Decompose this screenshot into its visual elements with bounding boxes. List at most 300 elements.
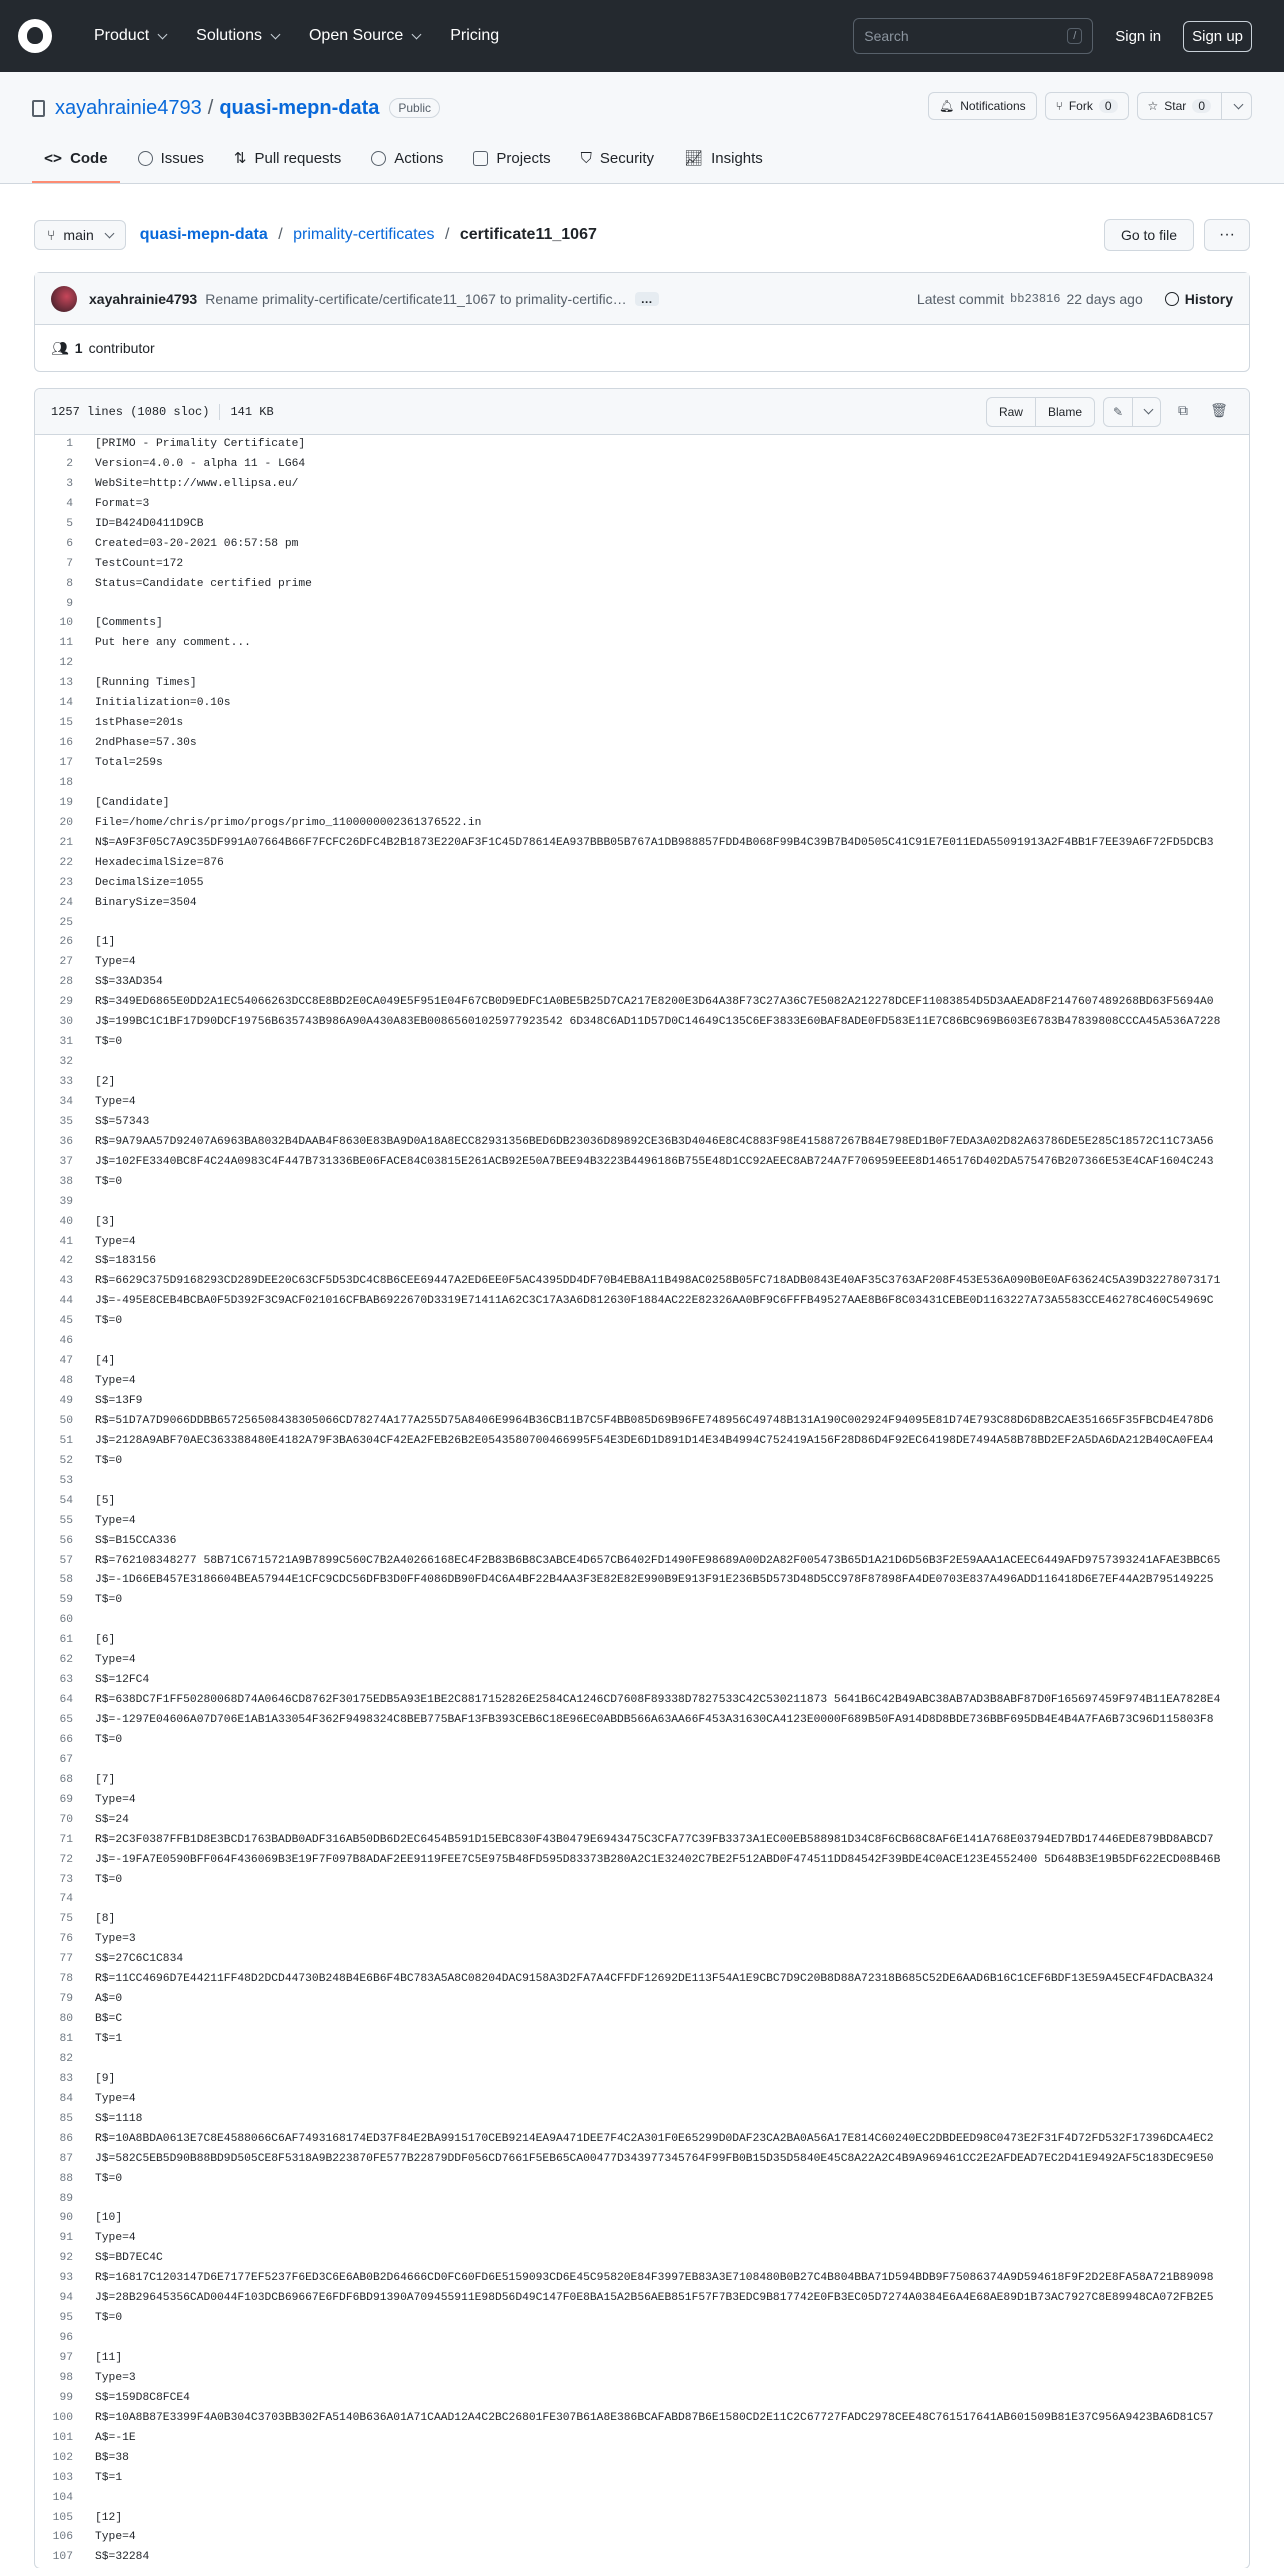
line-number[interactable]: 96	[59, 2332, 73, 2345]
code-line	[35, 575, 1249, 595]
code-line	[35, 2229, 1249, 2249]
line-number[interactable]: 37	[59, 1155, 73, 1168]
line-number[interactable]: 4	[66, 497, 73, 510]
code-line	[35, 1073, 1249, 1093]
code-icon: <>	[44, 149, 63, 167]
code-line	[35, 2190, 1249, 2210]
search-input[interactable]: Search /	[853, 18, 1093, 54]
latest-commit-box: xayahrainie4793 Rename primality-certificate/certificate11_1067 to primality-certific… … Latest commit bb23816 22 days ago History 👥︎ 1 contributor	[34, 272, 1250, 372]
line-text: T$=0	[95, 1873, 123, 1886]
code-line	[35, 1651, 1249, 1671]
repo-owner-link[interactable]: xayahrainie4793	[55, 96, 202, 119]
line-text: 2ndPhase=57.30s	[95, 737, 197, 750]
line-number[interactable]: 46	[59, 1335, 73, 1348]
code-line	[35, 1871, 1249, 1891]
line-number[interactable]: 100	[52, 2411, 73, 2424]
line-text: [5]	[95, 1494, 116, 1507]
line-text: N$=A9F3F05C7A9C35DF991A07664B66F7FCFC26DFC4B2B1873E220AF3F1C45D78614EA937BBB05B767A1DB988857FDD4B068F99B4C39B7B4D0505C41C91E7E011EDA55091913A2F4BB1F7EE39A6F72FD5DCB3	[95, 836, 1214, 849]
line-text: J$=-19FA7E0590BFF064F436069B3E19F7F097B8ADAF2EE9119FEE7C5E975B48FD595D83373B280A2C1E32402C7BE2F512ABD0F474511DD84542F39BDE4C0ACE123E4552400 5D648B3E19B5DF622ECD08B46B	[95, 1853, 1221, 1866]
line-text: T$=0	[95, 1175, 123, 1188]
code-line	[35, 1312, 1249, 1332]
star-button[interactable]: ☆ Star 0	[1137, 92, 1222, 120]
code-line	[35, 1492, 1249, 1512]
line-number[interactable]: 55	[59, 1514, 73, 1527]
line-number[interactable]: 8	[66, 577, 73, 590]
code-line	[35, 2528, 1249, 2548]
line-text: Type=4	[95, 1095, 136, 1108]
line-number[interactable]: 28	[59, 976, 73, 989]
line-text: R$=9A79AA57D92407A6963BA8032B4DAAB4F8630E83BA9D0A18A8ECC82931356BED6DB23036D89892CE36B3D4046E8C4C883F98E415887267B84E798ED1B0F7EDA3A02D82A63786DE5E285C18572C11C73A56	[95, 1135, 1214, 1148]
go-to-file-button[interactable]: Go to file	[1104, 219, 1194, 251]
code-line	[35, 1970, 1249, 1990]
line-number[interactable]: 59	[59, 1594, 73, 1607]
code-line	[35, 535, 1249, 555]
line-number[interactable]: 57	[59, 1554, 73, 1567]
line-number[interactable]: 53	[59, 1474, 73, 1487]
commit-sha[interactable]: bb23816	[1010, 291, 1061, 306]
line-text: Type=4	[95, 2092, 136, 2105]
chevron-down-icon	[412, 29, 422, 39]
line-number[interactable]: 35	[59, 1115, 73, 1128]
star-dropdown-button[interactable]	[1222, 92, 1252, 120]
line-text: Type=3	[95, 1933, 136, 1946]
code-line	[35, 1611, 1249, 1631]
code-line	[35, 1053, 1249, 1073]
tab-actions[interactable]: Actions	[359, 135, 455, 183]
code-line	[35, 2150, 1249, 2170]
line-number[interactable]: 22	[59, 856, 73, 869]
line-number[interactable]: 26	[59, 936, 73, 949]
line-number[interactable]: 52	[59, 1454, 73, 1467]
line-number[interactable]: 95	[59, 2312, 73, 2325]
commit-message[interactable]: Rename primality-certificate/certificate11_1067 to primality-certific…	[205, 290, 627, 307]
line-number[interactable]: 102	[52, 2451, 73, 2464]
raw-button[interactable]: Raw	[998, 404, 1023, 419]
line-text: Version=4.0.0 - alpha 11 - LG64	[95, 457, 306, 470]
line-number[interactable]: 64	[59, 1694, 73, 1707]
line-number[interactable]: 82	[59, 2052, 73, 2065]
line-text: Type=4	[95, 956, 136, 969]
line-number[interactable]: 71	[59, 1833, 73, 1846]
expand-commit-button[interactable]: …	[635, 292, 659, 306]
fork-count: 0	[1099, 99, 1118, 113]
line-text: T$=0	[95, 1733, 123, 1746]
code-line	[35, 674, 1249, 694]
line-text: T$=0	[95, 1454, 123, 1467]
line-text: R$=762108348277 58B71C6715721A9B7899C560C7B2A40266168EC4F2B83B6B8C3ABCE4D657CB6402FD1490FE98689A00D2A82F005473B65D1A21D6D56B3F2E59AAA1ACEEC6449AFD9757393241AFAE3BBC65	[95, 1554, 1221, 1567]
code-line	[35, 2130, 1249, 2150]
line-number[interactable]: 30	[59, 1016, 73, 1029]
code-line	[35, 1113, 1249, 1133]
tab-code[interactable]: <> Code	[32, 135, 120, 183]
code-line	[35, 1751, 1249, 1771]
line-number[interactable]: 88	[59, 2172, 73, 2185]
tab-security[interactable]: ⛉ Security	[580, 149, 655, 167]
code-line	[35, 2090, 1249, 2110]
line-number[interactable]: 24	[59, 896, 73, 909]
line-number[interactable]: 106	[52, 2531, 73, 2544]
line-number[interactable]: 3	[66, 477, 73, 490]
breadcrumb-dir[interactable]: primality-certificates	[293, 226, 435, 243]
code-line	[35, 1671, 1249, 1691]
line-text: Type=3	[95, 2371, 136, 2384]
line-text: S$=BD7EC4C	[95, 2252, 163, 2265]
line-text: [10]	[95, 2212, 123, 2225]
line-text	[83, 1053, 95, 1073]
code-line	[35, 774, 1249, 794]
code-line	[35, 1691, 1249, 1711]
line-text: TestCount=172	[95, 557, 184, 570]
code-line	[35, 1133, 1249, 1153]
code-line	[35, 1990, 1249, 2010]
chevron-down-icon	[158, 29, 168, 39]
file-navigation	[34, 206, 1250, 264]
code-line	[35, 2469, 1249, 2489]
code-line	[35, 1711, 1249, 1731]
line-number[interactable]: 18	[59, 776, 73, 789]
nav-product[interactable]: Product	[94, 27, 166, 45]
code-line	[35, 2449, 1249, 2469]
code-line	[35, 2548, 1249, 2568]
code-line	[35, 1452, 1249, 1472]
fork-button[interactable]: ⑂ Fork 0	[1045, 92, 1129, 120]
line-number[interactable]: 66	[59, 1733, 73, 1746]
line-number[interactable]: 34	[59, 1095, 73, 1108]
code-line	[35, 2389, 1249, 2409]
line-number[interactable]: 54	[59, 1494, 73, 1507]
line-number[interactable]: 14	[59, 697, 73, 710]
line-number[interactable]: 43	[59, 1275, 73, 1288]
line-number[interactable]: 94	[59, 2292, 73, 2305]
code-line	[35, 734, 1249, 754]
line-text: R$=349ED6865E0DD2A1EC54066263DCC8E8BD2E0CA049E5F951E04F67CB0D9EDFC1A0BE5B25D7CA217E8200E3D64A38F73C27A36C7E5082A212278DCEF11083854D5D3AAEAD8F2147607489268BD63F5694A0	[95, 996, 1214, 1009]
code-line	[35, 2309, 1249, 2329]
line-text: T$=0	[95, 1315, 123, 1328]
code-line	[35, 2509, 1249, 2529]
line-number[interactable]: 58	[59, 1574, 73, 1587]
line-text	[83, 2050, 95, 2070]
fork-icon: ⑂	[1055, 99, 1063, 113]
code-line	[35, 2269, 1249, 2289]
line-number[interactable]: 81	[59, 2033, 73, 2045]
code-line	[35, 1013, 1249, 1033]
repo-name-link[interactable]: quasi-mepn-data	[219, 96, 380, 119]
line-text	[83, 2329, 95, 2349]
line-number[interactable]: 75	[59, 1913, 73, 1926]
breadcrumb-file: certificate11_1067	[459, 226, 597, 243]
line-number[interactable]: 48	[59, 1375, 73, 1388]
line-number[interactable]: 74	[59, 1893, 73, 1906]
more-options-button[interactable]: ···	[1204, 219, 1250, 251]
code-view	[35, 435, 1249, 2568]
code-line	[35, 634, 1249, 654]
line-number[interactable]: 69	[59, 1793, 73, 1806]
code-line	[35, 475, 1249, 495]
line-number[interactable]: 13	[59, 677, 73, 690]
code-line	[35, 1213, 1249, 1233]
line-number[interactable]: 83	[59, 2072, 73, 2085]
edit-pencil-icon[interactable]: ✎	[1112, 404, 1124, 419]
code-line	[35, 2489, 1249, 2509]
line-number[interactable]: 7	[66, 557, 73, 570]
line-number[interactable]: 44	[59, 1295, 73, 1308]
line-number[interactable]: 76	[59, 1933, 73, 1946]
line-number[interactable]: 10	[59, 617, 73, 630]
line-text: R$=6629C375D9168293CD289DEE20C63CF5D53DC4C8B6CEE69447A2ED6EE0F5AC4395DD4DF70B4EB8A11B498AC0258B05FC718ADB0843E40AF35C3763AF208F453E536A090B0E0AF63624C5A39D32278073171	[95, 1275, 1221, 1288]
line-number[interactable]: 86	[59, 2132, 73, 2145]
code-line	[35, 933, 1249, 953]
sign-in-link[interactable]: Sign in	[1115, 27, 1162, 45]
line-text: 1stPhase=201s	[95, 717, 184, 730]
line-number[interactable]: 56	[59, 1534, 73, 1547]
history-button[interactable]: History	[1165, 291, 1233, 307]
line-number[interactable]: 62	[59, 1654, 73, 1667]
global-header	[0, 0, 1284, 72]
line-text: [9]	[95, 2072, 116, 2085]
line-number[interactable]: 68	[59, 1773, 73, 1786]
sign-up-button[interactable]: Sign up	[1183, 21, 1252, 52]
line-number[interactable]: 31	[59, 1036, 73, 1049]
code-line	[35, 1272, 1249, 1292]
line-number[interactable]: 27	[59, 956, 73, 969]
line-number[interactable]: 107	[52, 2551, 73, 2564]
code-line	[35, 1851, 1249, 1871]
line-text: J$=582C5EB5D90B88BD9D505CE8F5318A9B223870FE577B22879DDF056CD7661F5EB65CA00477D343977345764F99FB0B15D35D5840E45C8A22A2C4B9A969461CC2E2AFDEAD7EC2D41E9492AF5C183DEC9E50	[95, 2152, 1214, 2165]
line-text: S$=183156	[95, 1255, 157, 1268]
line-number[interactable]: 103	[52, 2471, 73, 2484]
line-number[interactable]: 63	[59, 1674, 73, 1687]
code-line	[35, 1552, 1249, 1572]
github-logo-icon[interactable]	[18, 19, 52, 53]
line-text: Initialization=0.10s	[95, 697, 231, 710]
line-number[interactable]: 90	[59, 2212, 73, 2225]
line-number[interactable]: 6	[66, 537, 73, 550]
code-line	[35, 2349, 1249, 2369]
line-number[interactable]: 72	[59, 1853, 73, 1866]
code-line	[35, 1591, 1249, 1611]
tab-pull-requests[interactable]: ⇅ Pull requests	[233, 149, 342, 167]
tab-projects[interactable]: Projects	[461, 135, 562, 183]
issue-icon	[138, 151, 153, 166]
line-text: R$=638DC7F1FF50280068D74A0646CD8762F30175EDB5A93E1BE2C8817152826E2584CA1246CD7608F89338D7827533C42C530211873 5641B6C42B49ABC38AB7AD3B8ABF87D0F165697459F974B11EA7828E4	[95, 1694, 1221, 1707]
line-number[interactable]: 42	[59, 1255, 73, 1268]
chevron-down-icon	[1234, 99, 1244, 109]
code-line	[35, 1352, 1249, 1372]
line-number[interactable]: 98	[59, 2371, 73, 2384]
line-text: [3]	[95, 1215, 116, 1228]
code-line	[35, 874, 1249, 894]
nav-pricing[interactable]: Pricing	[450, 27, 500, 44]
line-number[interactable]: 9	[66, 597, 73, 610]
line-number[interactable]: 29	[59, 996, 73, 1009]
line-text: Type=4	[95, 1375, 136, 1388]
line-number[interactable]: 49	[59, 1395, 73, 1407]
graph-icon: 📈︎	[684, 150, 704, 167]
line-text: Type=4	[95, 1654, 136, 1667]
line-text: [12]	[95, 2511, 123, 2524]
line-number[interactable]: 99	[59, 2391, 73, 2404]
code-line	[35, 814, 1249, 834]
line-number[interactable]: 17	[59, 757, 73, 769]
line-text: A$=-1E	[95, 2431, 136, 2444]
line-number[interactable]: 47	[59, 1355, 73, 1368]
code-line	[35, 1950, 1249, 1970]
line-text: R$=51D7A7D9066DDBB657256508438305066CD78274A177A255D75A8406E9964B36CB11B7C5F4BB085D69B96FE748956C49748B131A190C002924F94095E81D74E793C88D6D8B2CAE351665F35FBCD4E478D6	[95, 1414, 1214, 1427]
tab-insights[interactable]: 📈︎ Insights	[684, 149, 763, 167]
code-line	[35, 2369, 1249, 2389]
code-line	[35, 993, 1249, 1013]
code-line	[35, 2070, 1249, 2090]
repo-header	[0, 72, 1284, 184]
line-text	[83, 1472, 95, 1492]
line-number[interactable]: 11	[59, 637, 73, 650]
code-line	[35, 2010, 1249, 2030]
line-number[interactable]: 2	[66, 457, 73, 470]
code-line	[35, 2409, 1249, 2429]
line-number[interactable]: 50	[59, 1414, 73, 1427]
line-number[interactable]: 45	[59, 1315, 73, 1328]
line-number[interactable]: 77	[59, 1953, 73, 1966]
code-line	[35, 2170, 1249, 2190]
visibility-badge: Public	[389, 98, 440, 118]
line-number[interactable]: 65	[59, 1714, 73, 1726]
line-number[interactable]: 85	[59, 2112, 73, 2125]
line-number[interactable]: 41	[59, 1235, 73, 1248]
line-number[interactable]: 70	[59, 1813, 73, 1826]
line-number[interactable]: 79	[59, 1993, 73, 2006]
line-number[interactable]: 1	[66, 438, 73, 450]
line-number[interactable]: 12	[59, 657, 73, 670]
line-text: [Comments]	[95, 617, 163, 630]
line-text: [1]	[95, 936, 116, 949]
tab-issues[interactable]: Issues	[126, 135, 216, 183]
code-line	[35, 1372, 1249, 1392]
line-number[interactable]: 105	[52, 2511, 73, 2524]
code-line	[35, 654, 1249, 674]
code-line	[35, 1033, 1249, 1053]
breadcrumb-repo[interactable]: quasi-mepn-data	[139, 226, 268, 243]
code-line	[35, 1292, 1249, 1312]
line-text	[83, 1890, 95, 1910]
line-number[interactable]: 93	[59, 2272, 73, 2285]
line-number[interactable]: 15	[59, 717, 73, 730]
contributors[interactable]: 👥︎ 1 contributor	[51, 339, 155, 356]
code-line	[35, 1432, 1249, 1452]
chevron-down-icon	[1144, 405, 1154, 415]
commit-author[interactable]: xayahrainie4793	[89, 290, 198, 307]
line-text: T$=1	[95, 2471, 123, 2484]
line-text: S$=32284	[95, 2551, 150, 2564]
nav-open-source[interactable]: Open Source	[309, 27, 420, 45]
line-number[interactable]: 19	[59, 796, 73, 809]
history-icon	[1165, 292, 1179, 306]
line-number[interactable]: 78	[59, 1973, 73, 1986]
line-text: [Candidate]	[95, 796, 170, 809]
line-number[interactable]: 97	[59, 2352, 73, 2364]
code-line	[35, 914, 1249, 934]
line-number[interactable]: 104	[52, 2491, 73, 2504]
code-line	[35, 2429, 1249, 2449]
repo-tabs	[32, 135, 775, 183]
line-text: HexadecimalSize=876	[95, 856, 224, 869]
line-number[interactable]: 20	[59, 816, 73, 829]
line-text: S$=159D8C8FCE4	[95, 2391, 190, 2404]
line-number[interactable]: 21	[59, 836, 73, 849]
blame-button[interactable]: Blame	[1035, 398, 1094, 426]
line-number[interactable]: 40	[59, 1215, 73, 1228]
line-number[interactable]: 60	[59, 1614, 73, 1627]
line-number[interactable]: 38	[59, 1175, 73, 1188]
line-number[interactable]: 87	[59, 2152, 73, 2165]
line-number[interactable]: 89	[59, 2192, 73, 2205]
notifications-button[interactable]: 🔔︎ Notifications	[928, 92, 1037, 120]
line-number[interactable]: 67	[59, 1753, 73, 1766]
line-text: Total=259s	[95, 757, 163, 769]
line-number[interactable]: 84	[59, 2092, 73, 2105]
trash-icon[interactable]: 🗑︎	[1210, 402, 1228, 418]
line-text	[83, 1611, 95, 1631]
line-text: B$=38	[95, 2451, 129, 2464]
line-text	[83, 2190, 95, 2210]
copy-icon[interactable]: ⧉	[1178, 402, 1188, 418]
avatar[interactable]	[51, 286, 77, 312]
line-number[interactable]: 80	[59, 2013, 73, 2026]
code-line	[35, 1512, 1249, 1532]
line-number[interactable]: 91	[59, 2232, 73, 2245]
code-line	[35, 2249, 1249, 2269]
line-number[interactable]: 39	[59, 1195, 73, 1208]
line-number[interactable]: 16	[59, 737, 73, 750]
line-text	[83, 914, 95, 934]
table-icon	[473, 151, 488, 166]
star-icon: ☆	[1147, 99, 1159, 113]
line-number[interactable]: 32	[59, 1056, 73, 1069]
line-text	[83, 774, 95, 794]
line-number[interactable]: 5	[66, 517, 73, 530]
code-line	[35, 2030, 1249, 2050]
line-number[interactable]: 36	[59, 1135, 73, 1148]
nav-solutions[interactable]: Solutions	[196, 27, 279, 45]
code-line	[35, 2329, 1249, 2349]
file-size: 141 KB	[230, 404, 274, 419]
line-text: [6]	[95, 1634, 116, 1647]
line-number[interactable]: 101	[52, 2431, 73, 2444]
line-number[interactable]: 51	[59, 1434, 73, 1447]
line-text	[83, 1193, 95, 1213]
line-number[interactable]: 92	[59, 2252, 73, 2265]
line-number[interactable]: 33	[59, 1076, 73, 1088]
line-text: J$=28B29645356CAD0044F103DCB69667E6FDF6BD91390A709455911E98D56D49C147F0E8BA15A2B56AEB851F57F7B3EDC9B817742E0FB3EC05D7274A0384E6A4E68AE89D1B73AC7927C8E89948CA072FB2E5	[95, 2292, 1214, 2305]
global-nav	[94, 27, 499, 45]
line-text: BinarySize=3504	[95, 896, 197, 909]
line-text	[83, 2489, 95, 2509]
line-text: Put here any comment...	[95, 637, 251, 650]
line-number[interactable]: 23	[59, 876, 73, 889]
line-number[interactable]: 25	[59, 916, 73, 929]
line-text: ID=B424D0411D9CB	[95, 517, 204, 530]
breadcrumb: quasi-mepn-data / primality-certificates / certificate11_1067	[139, 226, 597, 243]
line-text: WebSite=http://www.ellipsa.eu/	[95, 477, 299, 490]
line-number[interactable]: 73	[59, 1873, 73, 1886]
line-number[interactable]: 61	[59, 1634, 73, 1647]
code-line	[35, 1332, 1249, 1352]
line-text: R$=10A8B87E3399F4A0B304C3703BB302FA5140B636A01A71CAAD12A4C2BC26801FE307B61A8E386BCAFABD87B6E1580CD2E11C2C67727FADC2978CEE48C761517641AB601509B81E37C956A9423BA6D81C57	[95, 2411, 1214, 2424]
branch-selector[interactable]: ⑂ main	[34, 220, 126, 250]
edit-dropdown-button[interactable]	[1132, 398, 1160, 426]
line-text: S$=13F9	[95, 1395, 143, 1407]
chevron-down-icon	[271, 29, 281, 39]
file-header	[35, 389, 1249, 435]
